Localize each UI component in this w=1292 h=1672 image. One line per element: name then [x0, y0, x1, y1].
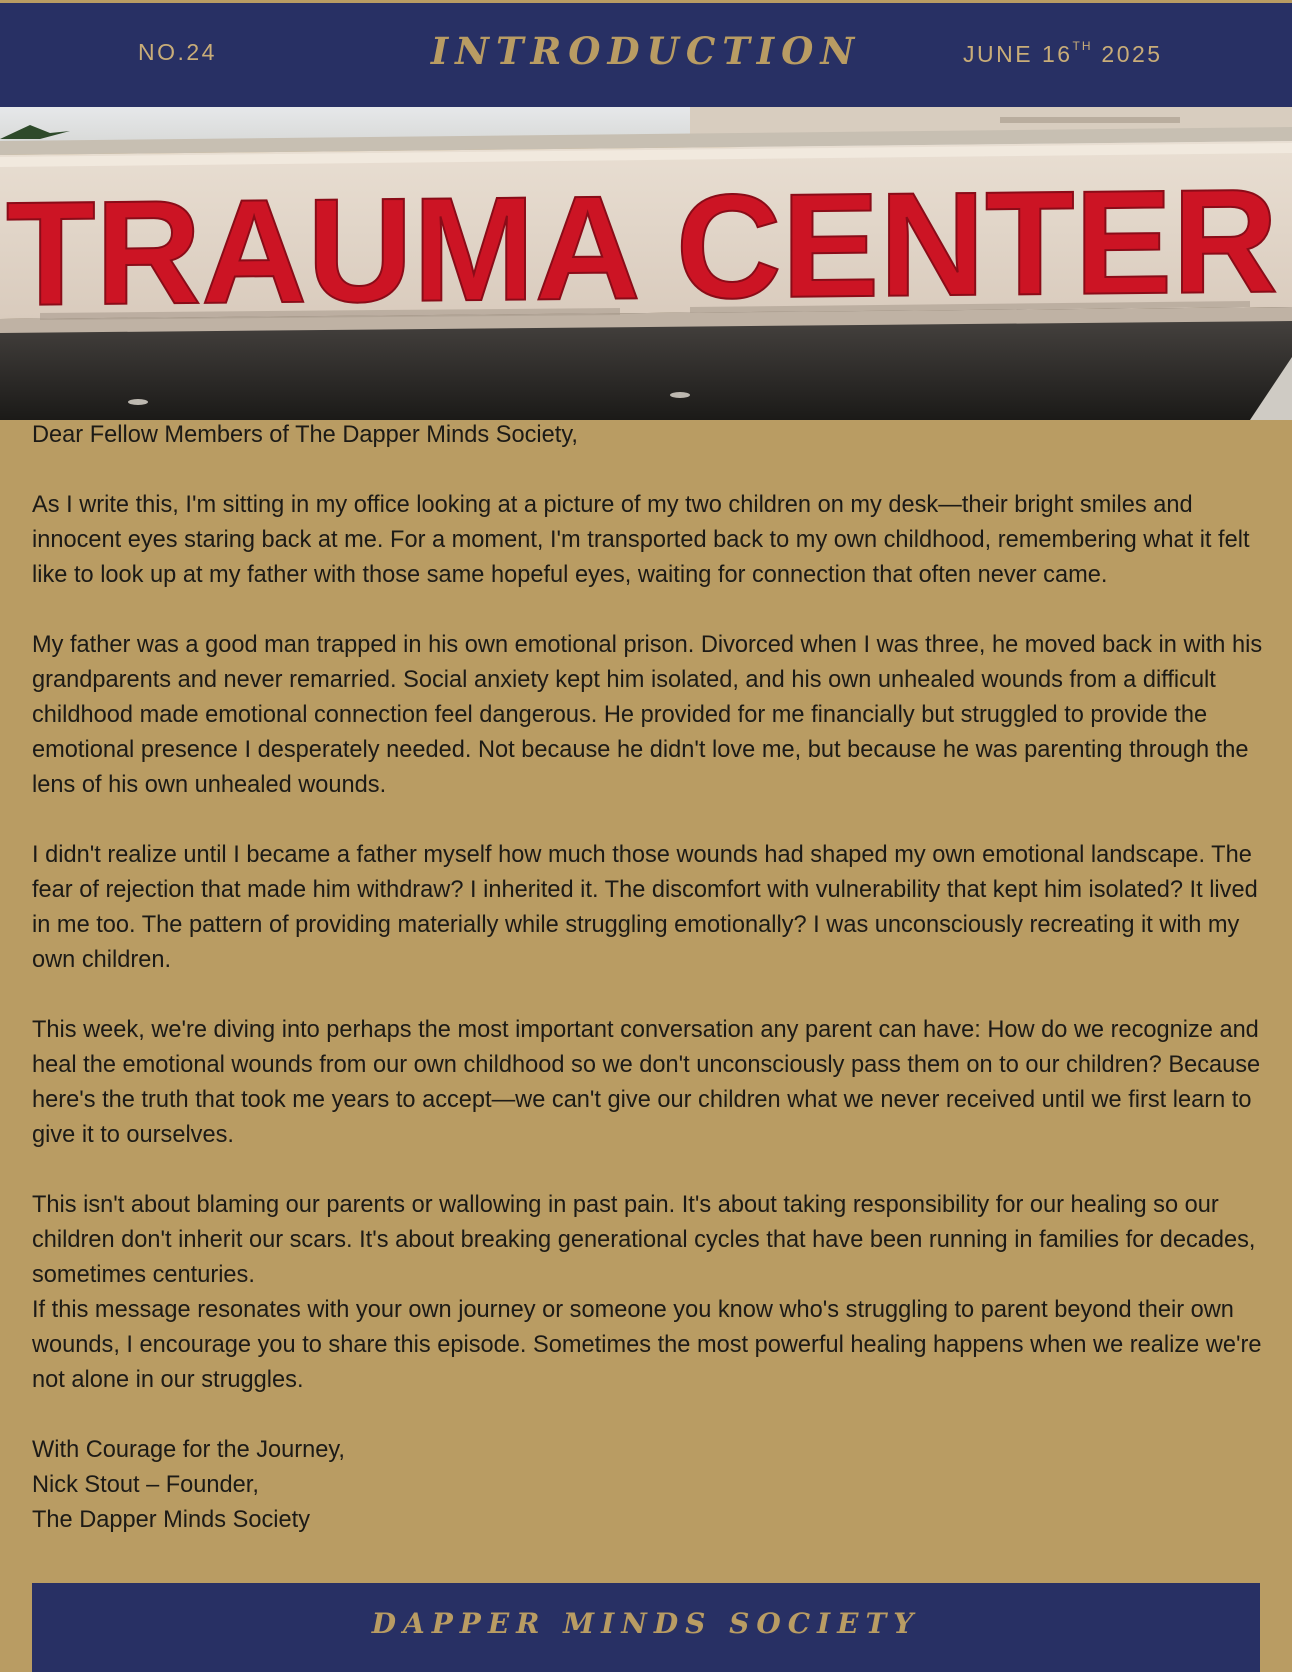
letter-signoff — [32, 1433, 1272, 1538]
signoff-name: Nick Stout – Founder, — [32, 1472, 259, 1498]
trauma-center-photo — [0, 107, 1292, 420]
page-header — [0, 0, 1292, 107]
footer-title: DAPPER MINDS SOCIETY — [371, 1607, 921, 1640]
hero-image — [0, 107, 1292, 420]
signoff-closing: With Courage for the Journey, — [32, 1437, 345, 1463]
issue-date — [963, 39, 1163, 68]
issue-date-suffix: TH — [1072, 39, 1093, 53]
letter-paragraph: As I write this, I'm sitting in my office looking at a picture of my two children on my desk—their bright smiles and innocent eyes staring back at me. For a moment, I'm transported back to my own childhood, remembering what it felt like to look up at my father with those same hopeful eyes, waiting for connection that often never came. — [32, 492, 1250, 588]
letter-greeting: Dear Fellow Members of The Dapper Minds Society, — [32, 422, 578, 448]
letter-paragraph: If this message resonates with your own journey or someone you know who's struggling to parent beyond their own wounds, I encourage you to share this episode. Sometimes the most powerful healing happens when we realize we're not alone in our struggles. — [32, 1297, 1262, 1393]
sign-text — [6, 158, 1292, 337]
page-title: INTRODUCTION — [430, 29, 862, 73]
letter-paragraph: My father was a good man trapped in his own emotional prison. Divorced when I was three, he moved back in with his grandparents and never remarried. Social anxiety kept him isolated, and his own unhealed wounds from a difficult childhood made emotional connection feel dangerous. He provided for me financially but struggled to provide the emotional presence I desperately needed. Not because he didn't love me, but because he was parenting through the lens of his own unhealed wounds. — [32, 632, 1263, 798]
issue-date-year: 2025 — [1092, 41, 1163, 67]
sign-text-label: TRAUMA CENTER — [6, 158, 1292, 337]
issue-number: NO.24 — [138, 39, 217, 65]
letter-paragraph: This week, we're diving into perhaps the most important conversation any parent can have: How do we recognize and heal the emotional wounds from our own childhood so we don't unconsciously pass them on to our children? Because here's the truth that took me years to accept—we can't give our children what we never received until we first learn to give it to ourselves. — [32, 1017, 1261, 1148]
page-footer — [32, 1583, 1260, 1672]
signoff-organization: The Dapper Minds Society — [32, 1507, 311, 1533]
issue-date-day: JUNE 16 — [963, 41, 1073, 67]
letter-paragraph: I didn't realize until I became a father myself how much those wounds had shaped my own emotional landscape. The fear of rejection that made him withdraw? I inherited it. The discomfort with vulnerability that kept him isolated? It lived in me too. The pattern of providing materially while struggling emotionally? I was unconsciously recreating it with my own children. — [32, 842, 1258, 973]
letter-paragraph: This isn't about blaming our parents or wallowing in past pain. It's about taking responsibility for our healing so our children don't inherit our scars. It's about breaking generational cycles that have been running in families for decades, sometimes centuries. — [32, 1192, 1256, 1288]
letter-body — [32, 418, 1272, 1538]
